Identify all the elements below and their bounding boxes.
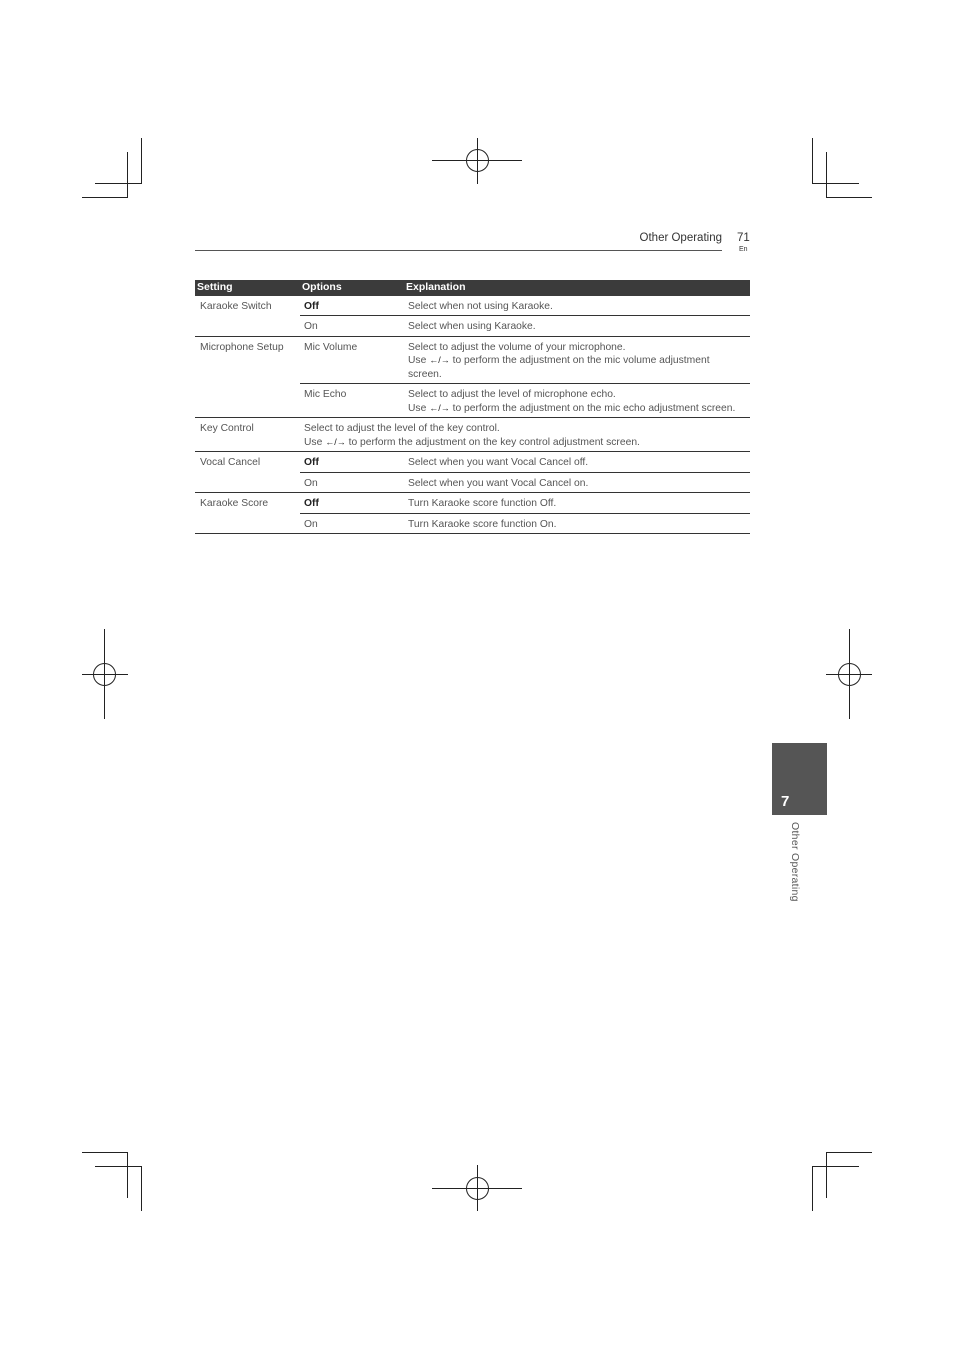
explanation: Select when you want Vocal Cancel off. xyxy=(404,452,750,473)
table-row xyxy=(195,296,750,316)
explanation-line: to perform the adjustment on the key control adjustment screen. xyxy=(348,436,640,448)
option-on: On xyxy=(300,472,404,493)
option-on: On xyxy=(300,513,404,534)
option-mic-echo: Mic Echo xyxy=(300,384,404,418)
setting-vocal-cancel: Vocal Cancel xyxy=(195,452,300,493)
left-right-arrow-icon: ←/→ xyxy=(429,402,450,413)
explanation xyxy=(404,336,750,384)
explanation-use: Use xyxy=(304,436,323,448)
option-off: Off xyxy=(300,493,404,514)
settings-table xyxy=(195,280,750,534)
table-row xyxy=(195,336,750,384)
explanation xyxy=(300,418,750,452)
setting-key-control: Key Control xyxy=(195,418,300,452)
explanation: Turn Karaoke score function Off. xyxy=(404,493,750,514)
col-header-options: Options xyxy=(300,280,404,296)
explanation-line: Select to adjust the level of microphone echo. xyxy=(408,389,616,400)
header-rule xyxy=(195,250,722,251)
language-code: En xyxy=(739,246,748,253)
option-off: Off xyxy=(300,296,404,316)
col-header-setting: Setting xyxy=(195,280,300,296)
option-on: On xyxy=(300,316,404,337)
running-header-title: Other Operating xyxy=(639,232,722,244)
table-row xyxy=(195,493,750,514)
explanation-line: Select to adjust the volume of your microphone. xyxy=(408,341,626,353)
setting-microphone-setup: Microphone Setup xyxy=(195,336,300,418)
explanation: Turn Karaoke score function On. xyxy=(404,513,750,534)
option-off: Off xyxy=(300,452,404,473)
setting-karaoke-switch: Karaoke Switch xyxy=(195,296,300,337)
explanation: Select when using Karaoke. xyxy=(404,316,750,337)
table-row xyxy=(195,452,750,473)
chapter-tab-label: Other Operating xyxy=(789,822,801,902)
explanation xyxy=(404,384,750,418)
page-number: 71 xyxy=(737,232,750,244)
explanation: Select when you want Vocal Cancel on. xyxy=(404,472,750,493)
setting-karaoke-score: Karaoke Score xyxy=(195,493,300,534)
chapter-number: 7 xyxy=(781,793,790,810)
left-right-arrow-icon: ←/→ xyxy=(429,355,450,365)
explanation: Select when not using Karaoke. xyxy=(404,296,750,316)
left-right-arrow-icon: ←/→ xyxy=(325,436,346,447)
table-row xyxy=(195,418,750,452)
explanation-use: Use xyxy=(408,355,427,366)
option-mic-volume: Mic Volume xyxy=(300,336,404,384)
col-header-explanation: Explanation xyxy=(404,280,750,296)
explanation-use: Use xyxy=(408,402,427,414)
explanation-line: to perform the adjustment on the mic echo adjustment screen. xyxy=(452,402,736,414)
explanation-line: Select to adjust the level of the key control. xyxy=(304,423,500,434)
table-header-row xyxy=(195,280,750,296)
explanation-line: to perform the adjustment on the mic volume adjustment screen. xyxy=(408,355,710,380)
